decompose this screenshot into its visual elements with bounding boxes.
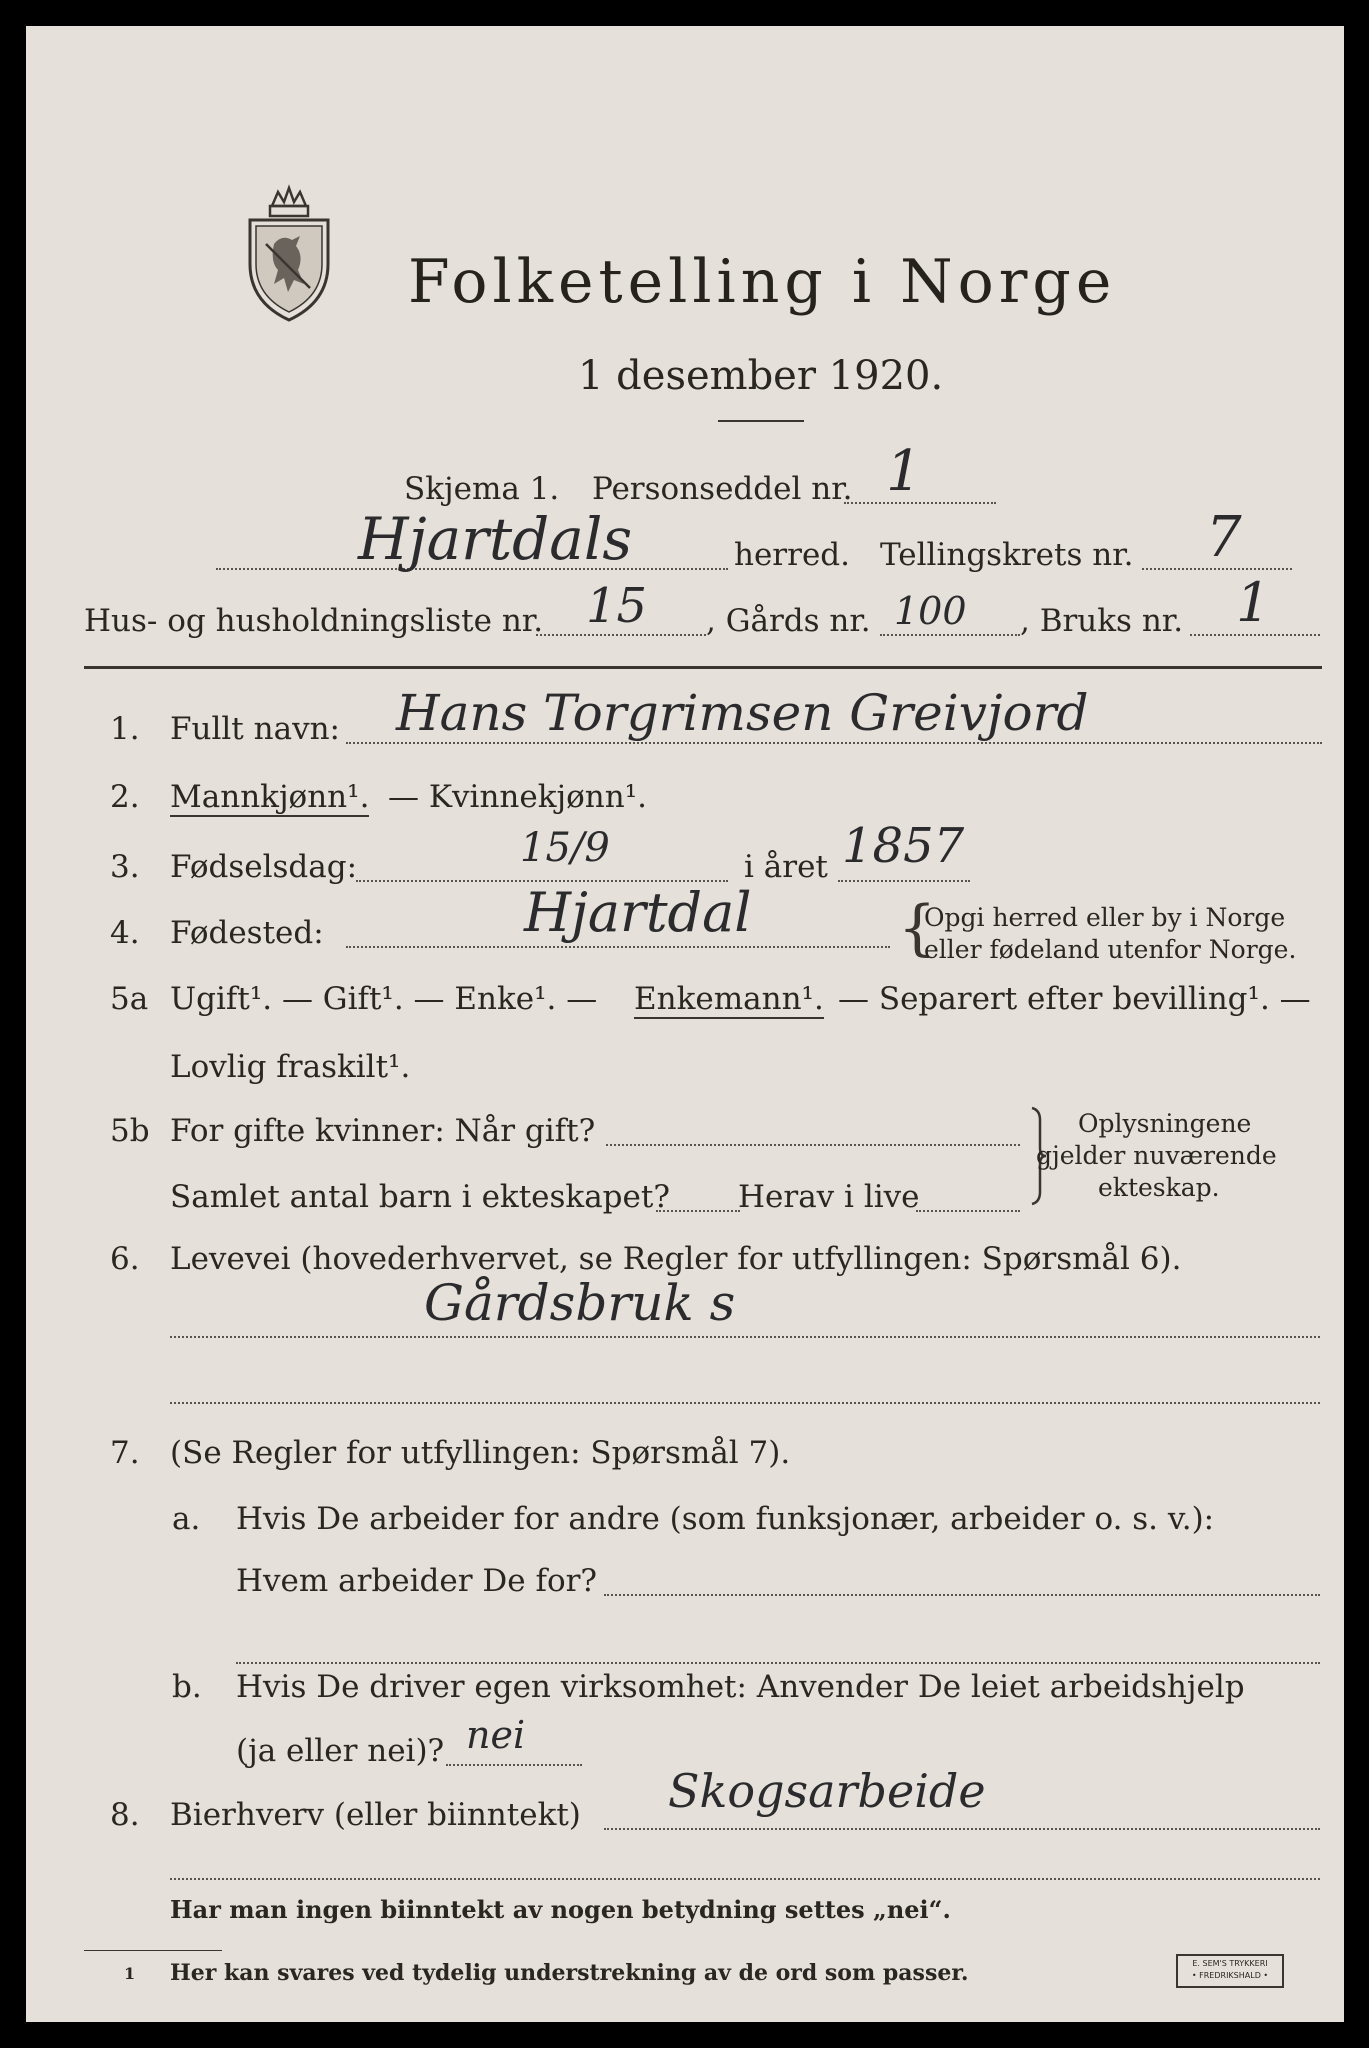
q6-label: Levevei (hovederhvervet, se Regler for utfyllingen: Spørsmål 6). [170,1241,1182,1277]
q7b-label-1: Hvis De driver egen virksomhet: Anvender De leiet arbeidshjelp [236,1669,1245,1705]
q5a-options-2[interactable]: — Separert efter bevilling¹. — [838,981,1311,1017]
norway-coat-of-arms-emblem [244,184,334,324]
bruks-field-line [1190,634,1320,636]
q5b-label-3: Herav i live [738,1179,920,1215]
census-form-page [26,26,1344,2022]
q4-brace: { [898,893,937,963]
q5b-label-1: For gifte kvinner: Når gift? [170,1113,596,1149]
q7b-label-2: (ja eller nei)? [236,1733,445,1769]
q8-number: 8. [110,1797,140,1833]
q1-field-line [346,742,1322,744]
q5b-note-line-2: gjelder nuværende [1036,1141,1277,1170]
q3-year-value[interactable]: 1857 [842,818,965,874]
q3-year-field-line [838,880,970,882]
q7b-value[interactable]: nei [466,1713,526,1757]
q5a-enkemann-underlined[interactable]: Enkemann¹. [634,981,824,1017]
husholdningsliste-label: Hus- og husholdningsliste nr. [84,603,544,639]
bruks-label: , Bruks nr. [1020,603,1184,639]
q5b-children-field-line [656,1210,740,1212]
q7a-number: a. [172,1501,201,1537]
q7-number: 7. [110,1435,140,1471]
form-title: Folketelling i Norge [408,247,1117,317]
q5a-options-1[interactable]: Ugift¹. — Gift¹. — Enke¹. — [170,981,598,1017]
q3-number: 3. [110,849,140,885]
q7a-label-1: Hvis De arbeider for andre (som funksjonær, arbeider o. s. v.): [236,1501,1215,1537]
bruks-value[interactable]: 1 [1236,571,1271,634]
q6-field-line-1 [170,1336,1320,1338]
q8-field-line [604,1828,1320,1830]
q5a-enkemann-option [634,981,824,1017]
q3-year-label: i året [744,849,828,885]
footnote-divider [84,1950,222,1951]
q5b-alive-field-line [916,1210,1020,1212]
q7a-employer-field-line-2 [236,1662,1320,1664]
q3-birthdate-value[interactable]: 15/9 [520,825,610,871]
q6-number: 6. [110,1241,140,1277]
printer-mark-line-2: • FREDRIKSHALD • [1191,1971,1269,1980]
census-date: 1 desember 1920. [578,353,944,399]
q1-number: 1. [110,711,140,747]
skjema-label: Skjema 1. [404,471,560,507]
q5b-note-line-3: ekteskap. [1098,1173,1220,1202]
q4-note-line-2: eller fødeland utenfor Norge. [924,935,1297,964]
q8-side-income-value[interactable]: Skogsarbeide [668,1764,986,1818]
gards-field-line [880,634,1020,636]
footer-note: Har man ingen biinntekt av nogen betydning settes „nei“. [170,1895,951,1924]
q1-full-name-value[interactable]: Hans Torgrimsen Greivjord [396,684,1089,742]
q7-label: (Se Regler for utfyllingen: Spørsmål 7). [170,1435,791,1471]
q2-female-option[interactable]: — Kvinnekjønn¹. [388,779,647,815]
q5b-label-2: Samlet antal barn i ekteskapet? [170,1179,670,1215]
footnote-mark: 1 [124,1964,136,1983]
q3-label: Fødselsdag: [170,849,358,885]
q4-note-line-1: Opgi herred eller by i Norge [924,903,1286,932]
q8-label: Bierhverv (eller biinntekt) [170,1797,581,1833]
q7a-label-2: Hvem arbeider De for? [236,1563,598,1599]
personseddel-value[interactable]: 1 [886,439,922,504]
q4-field-line [346,946,890,948]
herred-value[interactable]: Hjartdals [358,505,633,573]
q5b-note-line-1: Oplysningene [1078,1109,1252,1138]
husholdningsliste-field-line [536,634,706,636]
printer-mark-line-1: E. SEM'S TRYKKERI [1192,1959,1268,1968]
q6-field-line-2 [170,1402,1320,1404]
printer-mark [1176,1954,1284,1988]
q2-male-underlined[interactable]: Mannkjønn¹. [170,779,370,815]
q4-label: Fødested: [170,915,324,951]
herred-label: herred. [734,537,850,573]
q2-number: 2. [110,779,140,815]
q8-field-line-2 [170,1878,1320,1880]
q7b-field-line [446,1764,582,1766]
q4-number: 4. [110,915,140,951]
header-divider [84,666,1322,669]
personseddel-label: Personseddel nr. [592,471,853,507]
title-divider [718,420,804,422]
q7a-employer-field-line [604,1594,1320,1596]
q1-label: Fullt navn: [170,711,340,747]
q5a-number: 5a [110,981,149,1017]
tellingskrets-value[interactable]: 7 [1206,505,1242,570]
q7b-number: b. [172,1669,202,1705]
q5b-married-field-line [606,1144,1020,1146]
footnote-text: Her kan svares ved tydelig understrekning av de ord som passer. [170,1960,969,1986]
q2-male-option [170,779,370,815]
q6-occupation-value[interactable]: Gårdsbruk s [424,1274,736,1332]
q5a-options-3[interactable]: Lovlig fraskilt¹. [170,1049,411,1085]
gards-label: , Gårds nr. [706,603,871,639]
gards-value[interactable]: 100 [894,589,967,633]
q5b-number: 5b [110,1113,150,1149]
tellingskrets-label: Tellingskrets nr. [880,537,1134,573]
husholdningsliste-value[interactable]: 15 [586,578,648,634]
q4-birthplace-value[interactable]: Hjartdal [524,881,752,944]
